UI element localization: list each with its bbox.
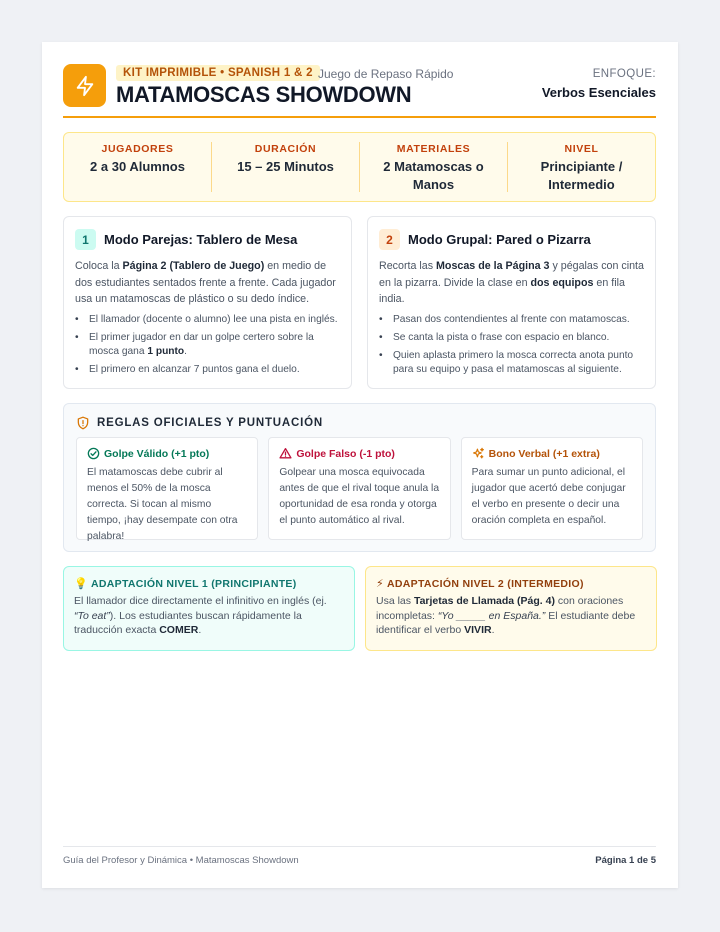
mode-rules-list xyxy=(379,313,644,378)
stat-value: 2 Matamoscas o Manos xyxy=(383,159,484,192)
stat-label: MATERIALES xyxy=(396,143,471,155)
lightning-icon: ⚡ xyxy=(376,578,385,590)
rule-title: Bono Verbal (+1 extra) xyxy=(472,447,632,460)
rule-card-valid-hit xyxy=(76,437,258,540)
mode-description: Recorta las Moscas de la Página 3 y pégalas con cinta en la pizarra. Divide la clase en dos equipos en fila india. xyxy=(379,260,644,305)
shield-icon xyxy=(76,416,90,430)
rules-title: REGLAS OFICIALES Y PUNTUACIÓN xyxy=(97,417,323,429)
lightning-bolt-icon xyxy=(74,75,96,97)
stat-materials xyxy=(360,142,508,192)
logo xyxy=(63,64,106,107)
focus-label: ENFOQUE: xyxy=(592,68,656,80)
rule-card-verbal-bonus xyxy=(461,437,643,540)
header-divider xyxy=(63,116,656,118)
rule-card-false-hit xyxy=(268,437,450,540)
game-subtitle: Juego de Repaso Rápido xyxy=(318,67,454,81)
list-item: • El llamador (docente o alumno) lee una pista en inglés. xyxy=(75,313,340,328)
rule-text: Golpear una mosca equivocada antes de que el rival toque anula la oportunidad de esa ronda y otorga el punto automático al rival. xyxy=(279,467,440,526)
stat-label: DURACIÓN xyxy=(254,143,317,155)
warning-triangle-icon xyxy=(279,447,292,460)
mode-rules-list xyxy=(75,313,340,378)
adaptation-text: Usa las Tarjetas de Llamada (Pág. 4) con oraciones incompletas: “Yo _____ en España.” El estudiante debe identificar el verbo VIVIR. xyxy=(376,595,636,636)
mode-description: Coloca la Página 2 (Tablero de Juego) en medio de dos estudiantes sentados frente a frente. Cada jugador usa un matamoscas de plástico o su dedo índice. xyxy=(75,260,336,305)
list-item: • El primero en alcanzar 7 puntos gana el duelo. xyxy=(75,363,340,378)
stat-level xyxy=(508,142,655,192)
stat-label: NIVEL xyxy=(564,143,599,155)
check-circle-icon xyxy=(87,447,100,460)
mode-number-badge: 1 xyxy=(75,229,96,250)
mode-number-badge: 2 xyxy=(379,229,400,250)
rules-cards xyxy=(76,437,643,540)
rules-section xyxy=(63,403,656,552)
lightbulb-icon: 💡 xyxy=(74,578,88,590)
footer-caption: Guía del Profesor y Dinámica • Matamoscas Showdown xyxy=(63,855,299,866)
mode-title: Modo Parejas: Tablero de Mesa xyxy=(104,232,298,247)
stat-value: 2 a 30 Alumnos xyxy=(90,159,185,174)
mode-card-group xyxy=(367,216,656,389)
mode-header xyxy=(379,229,644,250)
stat-value: 15 – 25 Minutos xyxy=(237,159,334,174)
rule-text: El matamoscas debe cubrir al menos el 50% de la mosca correcta. Si tocan al mismo tiempo, ¡hay desempate con otra palabra! xyxy=(87,467,238,542)
adaptation-level-1 xyxy=(63,566,355,651)
list-item: • Pasan dos contendientes al frente con matamoscas. xyxy=(379,313,644,328)
mode-card-pairs xyxy=(63,216,352,389)
stat-label: JUGADORES xyxy=(101,143,174,155)
mode-title: Modo Grupal: Pared o Pizarra xyxy=(408,232,591,247)
adaptation-level-2 xyxy=(365,566,657,651)
stats-bar xyxy=(63,132,656,202)
page-number: Página 1 de 5 xyxy=(595,855,656,866)
stat-value: Principiante / Intermedio xyxy=(540,159,623,192)
adaptation-title: ⚡ ADAPTACIÓN NIVEL 2 (INTERMEDIO) xyxy=(376,577,584,590)
mode-header xyxy=(75,229,340,250)
rules-header xyxy=(76,416,643,430)
worksheet-page xyxy=(42,42,678,888)
focus-value: Verbos Esenciales xyxy=(541,85,656,100)
footer-divider xyxy=(63,846,656,847)
adaptation-title: 💡 ADAPTACIÓN NIVEL 1 (PRINCIPIANTE) xyxy=(74,577,297,590)
rule-title: Golpe Válido (+1 pto) xyxy=(87,447,247,460)
adaptation-text: El llamador dice directamente el infinitivo en inglés (ej. “To eat”). Los estudiantes buscan rápidamente la traducción exacta COMER. xyxy=(74,595,327,636)
list-item: • Quien aplasta primero la mosca correcta anota punto para su equipo y pasa el matamoscas al siguiente. xyxy=(379,349,644,378)
list-item: • Se canta la pista o frase con espacio en blanco. xyxy=(379,331,644,346)
kit-badge: KIT IMPRIMIBLE • SPANISH 1 & 2 xyxy=(116,65,320,81)
stat-players xyxy=(64,142,212,192)
sparkles-icon xyxy=(472,447,485,460)
page-title: MATAMOSCAS SHOWDOWN xyxy=(116,82,412,107)
stat-duration xyxy=(212,142,360,192)
list-item: • El primer jugador en dar un golpe certero sobre la mosca gana 1 punto. xyxy=(75,331,340,360)
rule-text: Para sumar un punto adicional, el jugador que acertó debe conjugar el verbo en presente o decir una oración completa en español. xyxy=(471,467,626,526)
rule-title: Golpe Falso (-1 pto) xyxy=(279,447,439,460)
